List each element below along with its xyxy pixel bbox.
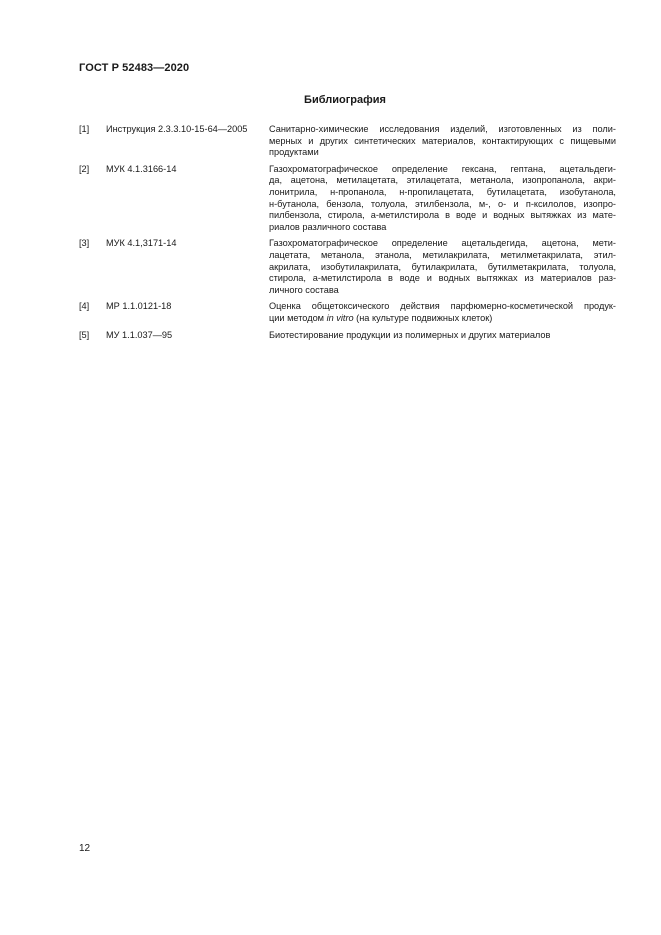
entry-number: [3] [79,238,90,249]
entry-title-line: Оценка общетоксического действия парфюмерно-косметической продук- [269,301,616,312]
entry-title-line: мерных и других синтетических материалов, контактирующих с пищевыми [269,135,616,146]
entry-title [269,124,616,159]
entry-number: [2] [79,163,90,174]
entry-title [269,238,616,296]
entry-title-line: риалов различного состава [269,221,387,232]
entry-title-line: н-бутанола, бензола, толуола, этилбензола, м-, о- и п-ксилолов, изопро- [269,198,616,209]
section-title: Библиография [304,94,386,106]
entry-title-line: акрилата, изобутилакрилата, бутилакрилата, бутилметакрилата, толуола, [269,261,616,272]
bibliography-entry-3 [79,238,616,296]
bibliography-entry-5 [79,330,616,342]
entry-title-line: пилбензола, стирола, а-метилстирола в воде и водных вытяжках из мате- [269,210,616,221]
entry-title-line: лацетата, метанола, этанола, метилакрилата, метилметакрилата, этил- [269,249,616,260]
entry-title [269,330,616,342]
entry-title-italic-term: in vitro [326,312,354,323]
bibliography-entry-1 [79,124,616,159]
entry-title-line: Газохроматографическое определение гексана, гептана, ацетальдеги- [269,163,616,174]
entry-number: [4] [79,301,90,312]
entry-title-line: лонитрила, н-пропанола, н-пропилацетата, бутилацетата, изобутанола, [269,186,616,197]
entry-title-line: Санитарно-химические исследования изделий, изготовленных из поли- [269,124,616,134]
entry-title-line: личного состава [269,284,339,295]
entry-title-text: ции методом [269,312,327,323]
entry-title-line: стирола, а-метилстирола в воде и водных вытяжках из материалов раз- [269,273,616,284]
entry-number: [5] [79,329,90,340]
document-header: ГОСТ Р 52483—2020 [79,62,190,74]
entry-title-line: продуктами [269,147,319,158]
entry-title-text: (на культуре подвижных клеток) [353,312,493,323]
entry-number: [1] [79,124,90,134]
entry-title-line: да, ацетона, метилацетата, этилацетата, метанола, изопропанола, акри- [269,175,616,186]
entry-document-code: МУ 1.1.037—95 [106,329,173,340]
entry-title-line: Биотестирование продукции из полимерных и других материалов [269,329,551,340]
bibliography-list [79,124,616,346]
entry-title-line [269,313,616,325]
entry-document-code: МР 1.1.0121-18 [106,301,172,312]
bibliography-entry-2 [79,164,616,234]
entry-title [269,164,616,234]
bibliography-entry-4 [79,301,616,324]
page-number: 12 [79,843,91,854]
entry-document-code: МУК 4.1.3166-14 [106,163,177,174]
entry-title-line: Газохроматографическое определение ацетальдегида, ацетона, мети- [269,238,616,249]
entry-title [269,301,616,324]
entry-document-code: Инструкция 2.3.3.10-15-64—2005 [106,124,248,134]
entry-document-code: МУК 4.1,3171-14 [106,238,177,249]
